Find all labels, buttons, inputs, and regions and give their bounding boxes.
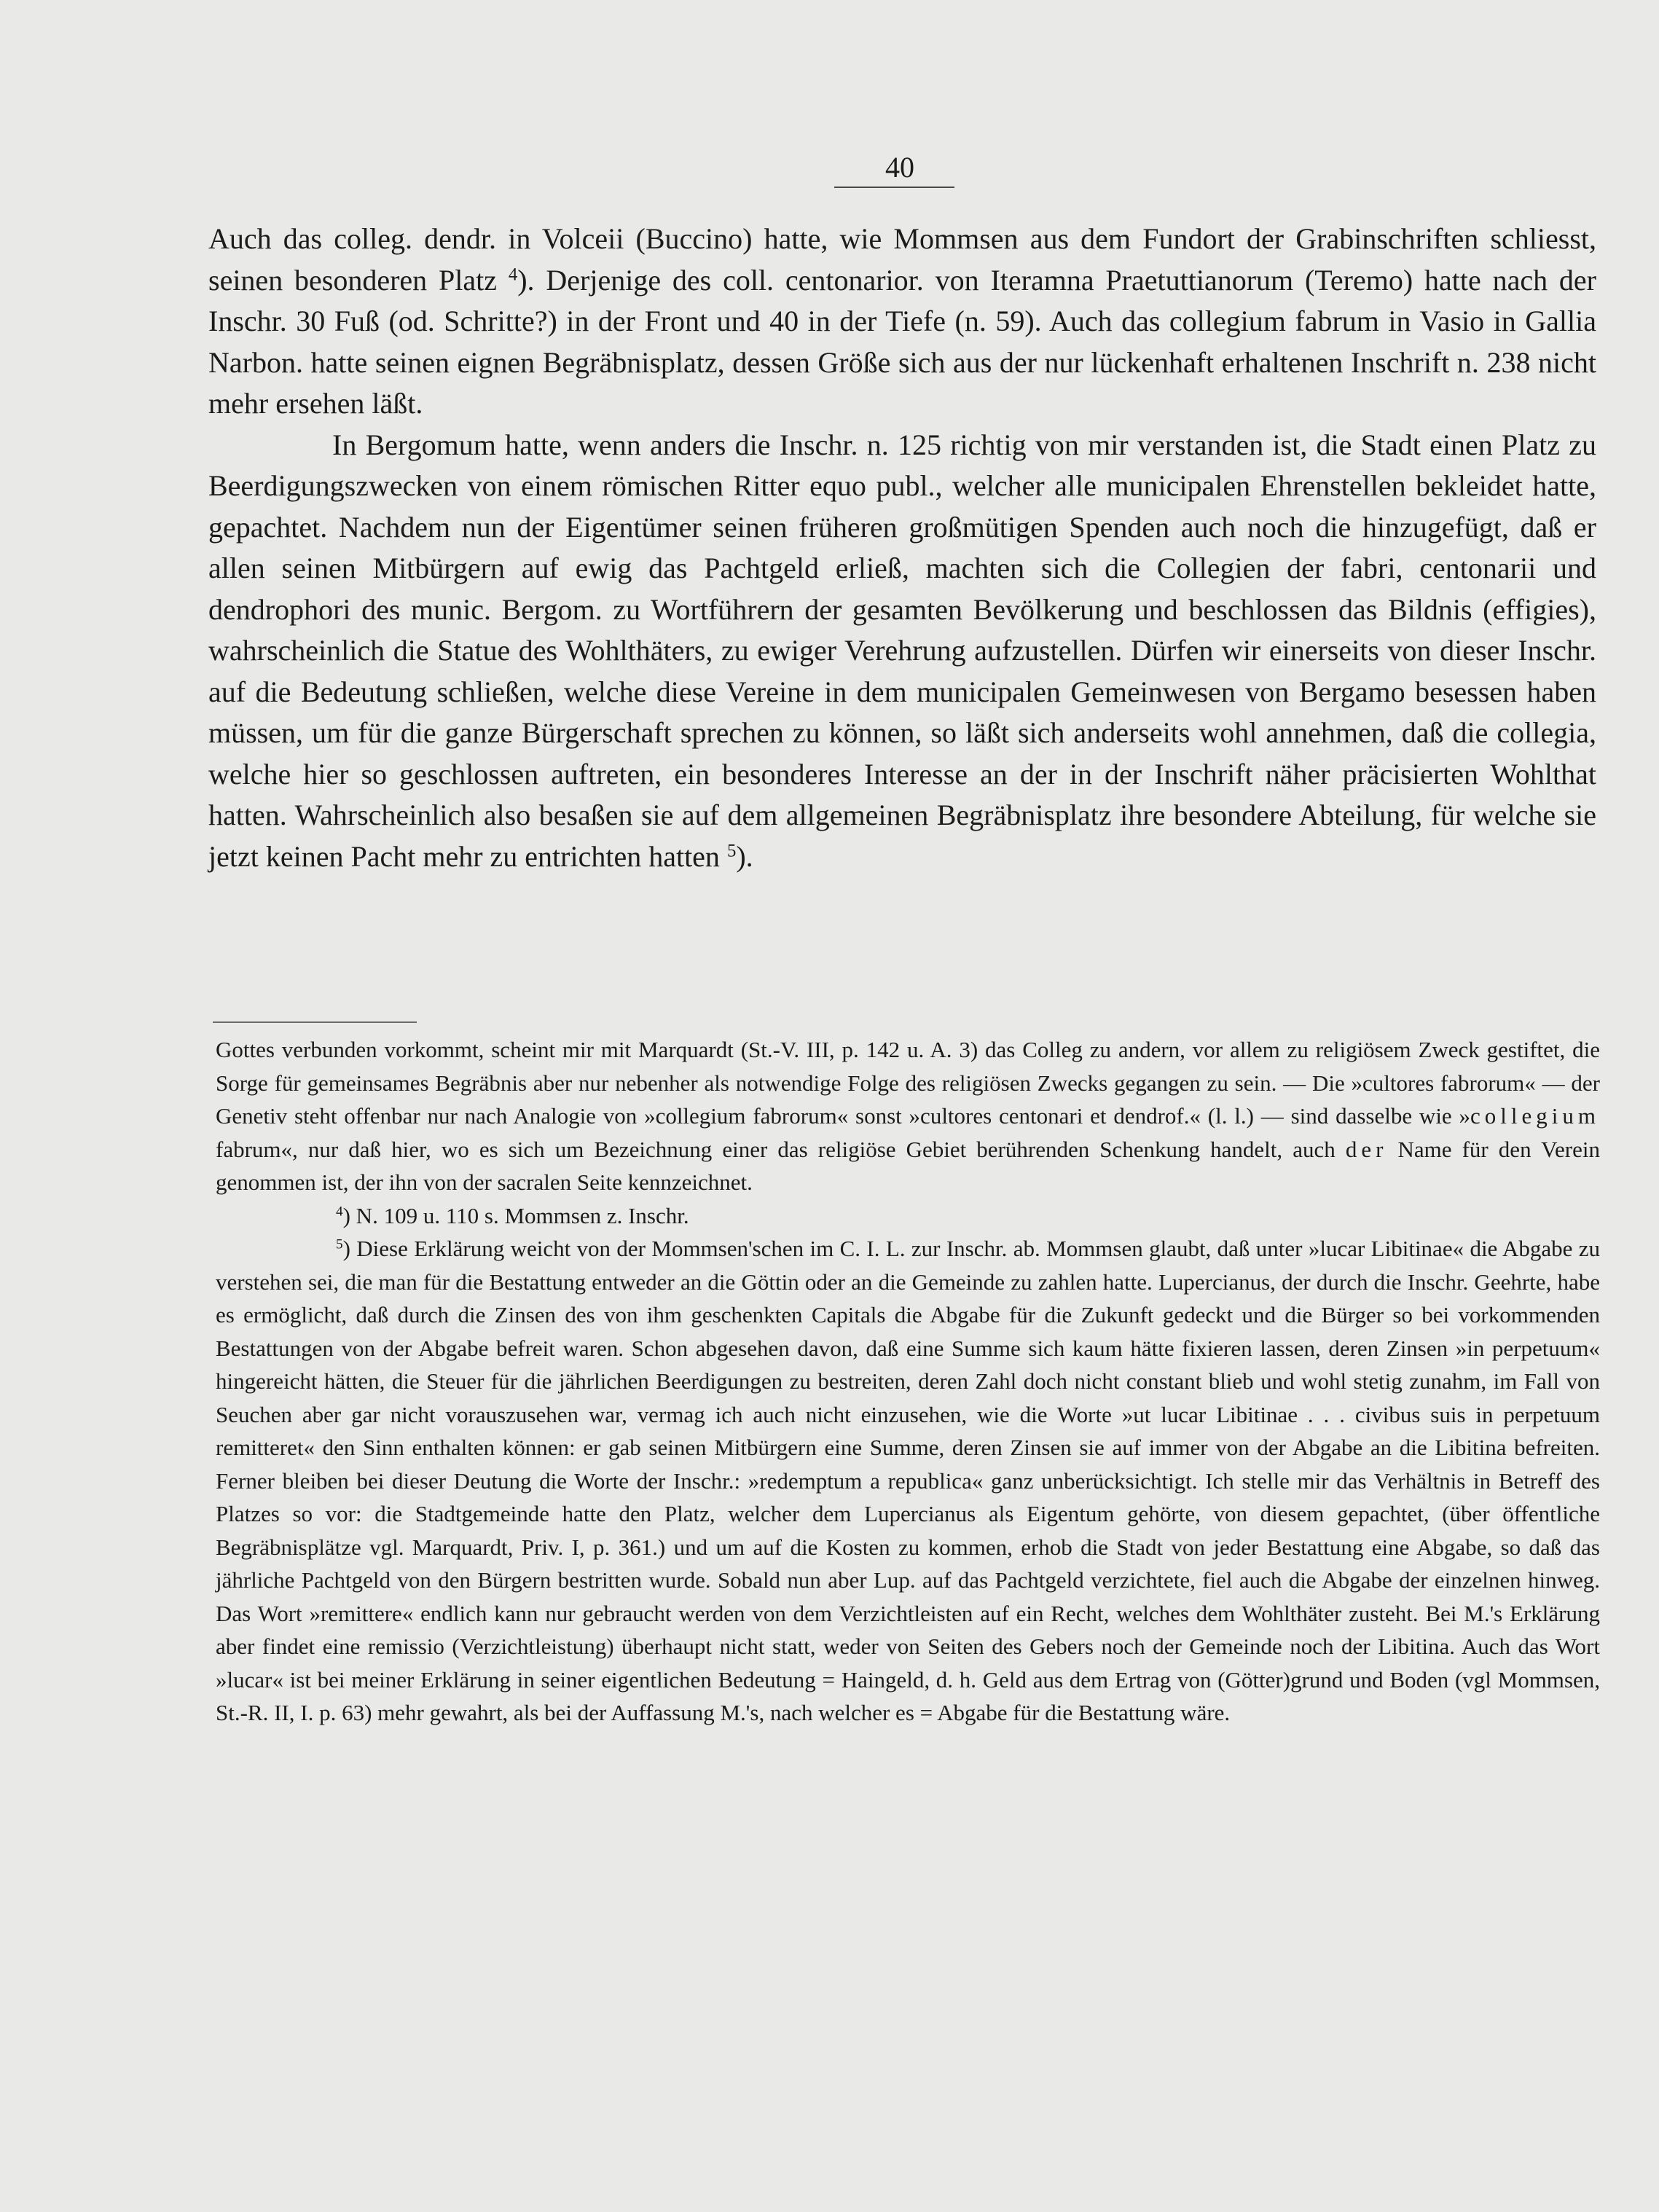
footnote-5-text: ) Diese Erklärung weicht von der Mommsen'schen im C. I. L. zur Inschr. ab. Mommsen glaubt, daß unter »lucar Libitinae« die Abgabe zu verstehen sei, die man für die Bestattung entweder an die Göttin oder an die Gemeinde zu zahlen hatte. Lupercianus, der durch die Inschr. Geehrte, habe es ermöglicht, daß durch die Zinsen des von ihm geschenkten Capitals die Abgabe für die Zukunft gedeckt und die Bürger so bei vorkommenden Bestattungen von der Abgabe befreit waren. Schon abgesehen davon, daß eine Summe sich kaum hätte fixieren lassen, deren Zinsen »in perpetuum« hingereicht hätten, die Steuer für die jährlichen Beerdigungen zu bestreiten, deren Zahl doch nicht constant blieb und wohl stetig zunahm, im Fall von Seuchen aber gar nicht vorauszusehen war, vermag ich auch nicht einzusehen, wie die Worte »ut lucar Libitinae . . . civibus suis in perpetuum remitteret« den Sinn enthalten können: er gab seinen Mitbürgern eine Summe, deren Zinsen sie auf immer von der Abgabe an die Libitina befreiten. Ferner bleiben bei dieser Deutung die Worte der Inschr.: »redemptum a republica« ganz unberücksichtigt. Ich stelle mir das Verhältnis in Betreff des Platzes so vor: die Stadtgemeinde hatte den Platz, welcher dem Lupercianus als Eigentum gehörte, von diesem gepachtet, (über öffentliche Begräbnisplätze vgl. Marquardt, Priv. I, p. 361.) und um auf die Kosten zu kommen, erhob die Stadt von jeder Bestattung eine Abgabe, so daß das jährliche Pachtgeld von den Bürgern bestritten wurde. Sobald nun aber Lup. auf das Pachtgeld verzichtete, fiel auch die Abgabe der einzelnen hinweg. Das Wort »remittere« endlich kann nur gebraucht werden von dem Verzichtleisten auf ein Recht, welches dem Wohlthäter zusteht. Bei M.'s Erklärung aber findet eine remissio (Verzichtleistung) überhaupt nicht statt, weder von Seiten des Gebers noch der Gemeinde noch der Libitina. Auch das Wort »lucar« ist bei meiner Erklärung in seiner eigentlichen Bedeutung = Haingeld, d. h. Geld aus dem Ertrag von (Götter)grund und Boden (vgl Mommsen, St.-R. II, I. p. 63) mehr gewahrt, als bei der Auffassung M.'s, nach welcher es = Abgabe für die Bestattung wäre. <box>216 1236 1600 1725</box>
footnote-continuation <box>216 1033 1600 1199</box>
footnote-ref-4: 4 <box>508 264 518 284</box>
footnote-4 <box>216 1199 1600 1233</box>
paragraph-1-text-a: Auch das colleg. dendr. in Volceii (Buccino) hatte, wie Mommsen aus dem Fundort der Grabinschriften schliesst, seinen besonderen Platz <box>208 222 1596 297</box>
footnotes <box>216 1033 1600 1730</box>
paragraph-2-text-a: In Bergomum hatte, wenn anders die Inschr. n. 125 richtig von mir verstanden ist, die Stadt einen Platz zu Beerdigungszwecken von einem römischen Ritter equo publ., welcher alle municipalen Ehrenstellen bekleidet hatte, gepachtet. Nachdem nun der Eigentümer seinen früheren großmütigen Spenden auch noch die hinzugefügt, daß er allen seinen Mitbürgern auf ewig das Pachtgeld erließ, machten sich die Collegien der fabri, centonarii und dendrophori des munic. Bergom. zu Wortführern der gesamten Bevölkerung und beschlossen das Bildnis (effigies), wahrscheinlich die Statue des Wohlthäters, zu ewiger Verehrung aufzustellen. Dürfen wir einerseits von dieser Inschr. auf die Bedeutung schließen, welche diese Vereine in dem municipalen Gemeinwesen von Bergamo besessen haben müssen, um für die ganze Bürgerschaft sprechen zu können, so läßt sich anderseits wohl annehmen, daß die collegia, welche hier so geschlossen auftreten, ein besonderes Interesse an der in der Inschrift näher präcisierten Wohlthat hatten. Wahrscheinlich also besaßen sie auf dem allgemeinen Begräbnisplatz ihre besondere Abteilung, für welche sie jetzt keinen Pacht mehr zu entrichten hatten <box>208 428 1596 873</box>
main-text <box>208 219 1596 877</box>
footnote-5 <box>216 1232 1600 1730</box>
paragraph-1 <box>208 219 1596 425</box>
footnote-continuation-text-a: Gottes verbunden vorkommt, scheint mir mit Marquardt (St.-V. III, p. 142 u. A. 3) das Colleg zu andern, vor allem zu religiösem Zweck gestiftet, die Sorge für gemeinsames Begräbnis aber nur nebenher als notwendige Folge des religiösen Zwecks gegangen zu sein. — Die »cultores fabrorum« — der Genetiv steht offenbar nur nach Analogie von »collegium fabrorum« sonst »cultores centonari et dendrof.« (l. l.) — sind dasselbe wie » <box>216 1037 1600 1129</box>
footnote-ref-5: 5 <box>726 840 737 860</box>
page-number: 40 <box>885 151 914 184</box>
paragraph-2-text-b: ). <box>736 839 753 873</box>
footnote-4-text: ) N. 109 u. 110 s. Mommsen z. Inschr. <box>342 1202 689 1228</box>
paragraph-1-text-b: ). Derjenige des coll. centonarior. von Iteramna Praetuttianorum (Teremo) hatte nach der Inschr. 30 Fuß (od. Schritte?) in der Front und 40 in der Tiefe (n. 59). Auch das collegium fabrum in Vasio in Gallia Narbon. hatte seinen eignen Begräbnisplatz, dessen Größe sich aus der nur lückenhaft erhaltenen Inschrift n. 238 nicht mehr ersehen läßt. <box>208 263 1597 420</box>
paragraph-2 <box>208 425 1596 878</box>
footnote-continuation-text-b: fabrum«, nur daß hier, wo es sich um Bezeichnung einer das religiöse Gebiet berührenden Schenkung handelt, auch <box>216 1136 1346 1162</box>
footnote-continuation-text-c: Name für den Verein genommen ist, der ihn von der sacralen Seite kennzeichnet. <box>216 1136 1600 1195</box>
spaced-word-collegium: collegium <box>1470 1103 1600 1129</box>
spaced-word-der: der <box>1345 1136 1388 1162</box>
footnote-4-number: 4 <box>336 1203 343 1219</box>
page-number-rule <box>834 187 954 188</box>
footnote-5-number: 5 <box>336 1236 343 1252</box>
footnote-separator <box>213 1021 417 1023</box>
